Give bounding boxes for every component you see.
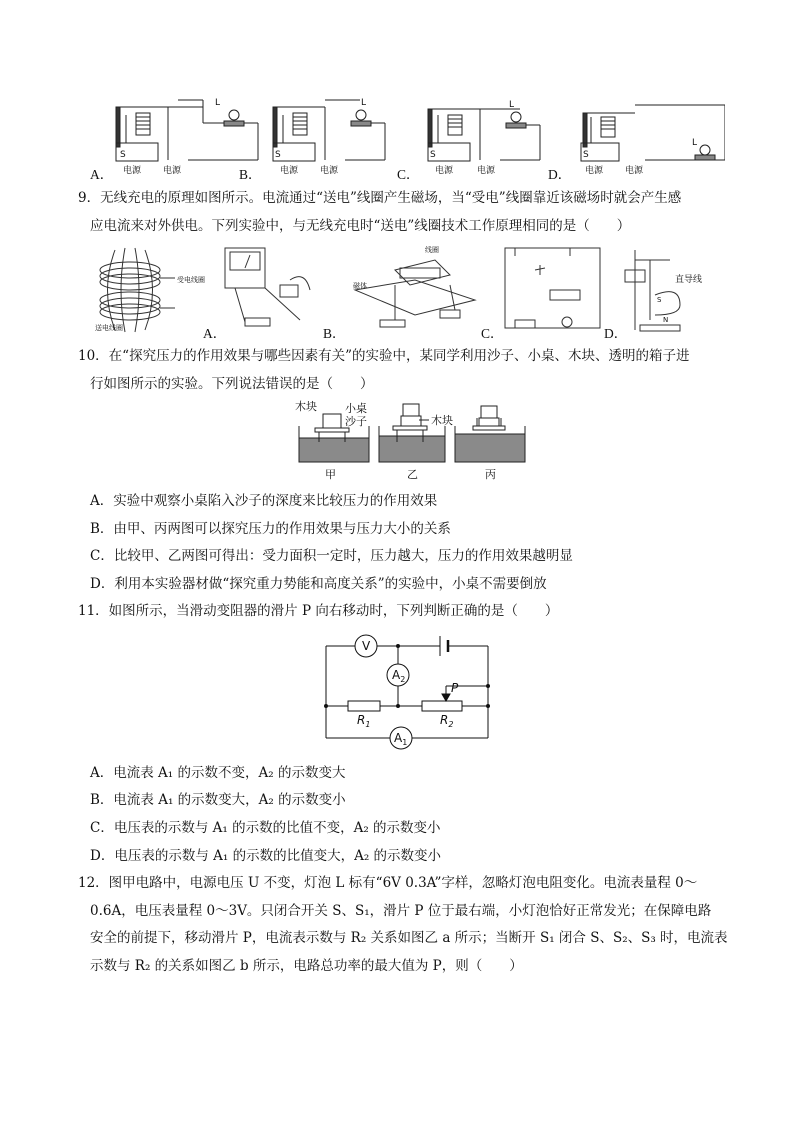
q8-option-d: D． — [548, 167, 572, 182]
svg-text:S: S — [583, 150, 589, 160]
q9-text-line1: 9．无线充电的原理如图所示。电流通过“送电”线圈产生磁场，当“受电”线圈靠近该磁场时就会产生感 — [78, 190, 682, 206]
q12-text-line1: 12．图甲电路中，电源电压 U 不变，灯泡 L 标有“6V 0.3A”字样，忽略灯泡电阻变化。电流表量程 0～ — [78, 875, 698, 891]
svg-text:S: S — [657, 296, 662, 304]
svg-text:电源: 电源 — [585, 166, 604, 176]
q11-r2-label: $R_2$ — [440, 713, 454, 729]
q11-voltmeter-label: V — [362, 639, 371, 653]
q9-wireless-coils — [100, 248, 175, 332]
q8-circuit-a — [116, 100, 258, 161]
svg-text:乙: 乙 — [407, 468, 418, 481]
q9-option-a: A． — [203, 326, 227, 341]
q12-text-line2: 0.6A，电压表量程 0～3V。只闭合开关 S、S₁，滑片 P 位于最右端，小灯泡恰好正常发光；在保障电路 — [90, 903, 712, 919]
q9-option-c-apparatus — [505, 248, 600, 328]
q8-circuit-c — [428, 109, 540, 161]
q10-figure — [295, 398, 530, 483]
q8-lamp-label-a: L — [215, 98, 221, 108]
q10-wood-label: 木块 — [295, 400, 317, 413]
q11-circuit — [320, 628, 495, 753]
q10-choice-b: B．由甲、丙两图可以探究压力的作用效果与压力大小的关系 — [90, 521, 451, 537]
svg-text:电源: 电源 — [477, 166, 496, 176]
q10-text-line1: 10．在“探究压力的作用效果与哪些因素有关”的实验中，某同学利用沙子、小桌、木块、透明的箱子进 — [78, 348, 690, 364]
q11-text-line1: 11．如图所示，当滑动变阻器的滑片 P 向右移动时，下列判断正确的是（ ） — [78, 603, 559, 619]
q9-option-d-apparatus — [625, 250, 680, 331]
q10-table-label: 小桌 — [345, 402, 367, 415]
q11-choice-a: A．电流表 A₁ 的示数不变，A₂ 的示数变大 — [90, 765, 346, 781]
svg-text:电源: 电源 — [163, 166, 182, 176]
q9-receive-coil-label: 受电线圈 — [177, 276, 205, 284]
svg-text:电源: 电源 — [435, 166, 454, 176]
svg-text:丙: 丙 — [485, 468, 496, 481]
q8-option-c: C． — [397, 167, 420, 182]
svg-text:电源: 电源 — [123, 166, 142, 176]
q10-text-line2: 行如图所示的实验。下列说法错误的是（ ） — [90, 376, 374, 392]
svg-text:S: S — [430, 150, 436, 160]
svg-text:磁体: 磁体 — [353, 282, 367, 290]
q11-ammeter-a2-label: $A_2$ — [392, 668, 406, 684]
svg-text:直导线: 直导线 — [675, 275, 703, 285]
q9-figures — [95, 240, 725, 340]
q11-slider-label: P — [451, 681, 459, 695]
q9-option-c: C． — [481, 326, 504, 341]
q11-r1-label: $R_1$ — [357, 713, 371, 729]
q11-choice-c: C．电压表的示数与 A₁ 的示数的比值不变，A₂ 的示数变小 — [90, 820, 441, 836]
q9-diagrams — [95, 240, 725, 340]
svg-text:甲: 甲 — [325, 468, 336, 481]
svg-text:N: N — [663, 316, 669, 324]
q11-choice-b: B．电流表 A₁ 的示数变大，A₂ 的示数变小 — [90, 792, 346, 808]
q8-option-b: B． — [239, 167, 262, 182]
q9-option-d: D． — [604, 326, 628, 341]
q12-text-line3: 安全的前提下，移动滑片 P，电流表示数与 R₂ 关系如图乙 a 所示；当断开 S₁ 闭合 S、S₂、S₃ 时，电流表 — [90, 930, 728, 946]
svg-text:线圈: 线圈 — [425, 246, 439, 254]
svg-text:L: L — [361, 98, 367, 108]
q9-option-a-apparatus — [225, 248, 310, 326]
q10-sand-label: 沙子 — [345, 415, 367, 428]
svg-text:S: S — [120, 150, 126, 160]
q9-send-coil-label: 送电线圈 — [95, 324, 123, 332]
q11-circuit-diagram — [320, 628, 495, 753]
q10-choice-a: A．实验中观察小桌陷入沙子的深度来比较压力的作用效果 — [90, 493, 438, 509]
q8-circuit-b — [273, 100, 385, 161]
q11-ammeter-a1-label: $A_1$ — [394, 731, 408, 747]
q10-choice-d: D．利用本实验器材做“探究重力势能和高度关系”的实验中，小桌不需要倒放 — [90, 576, 547, 592]
svg-text:电源: 电源 — [625, 166, 644, 176]
q11-choice-d: D．电压表的示数与 A₁ 的示数的比值变大，A₂ 的示数变小 — [90, 848, 442, 864]
svg-text:电源: 电源 — [280, 166, 299, 176]
q8-circuit-d — [581, 105, 725, 161]
q10-choice-c: C．比较甲、乙两图可得出：受力面积一定时，压力越大，压力的作用效果越明显 — [90, 548, 573, 564]
svg-text:电源: 电源 — [320, 166, 339, 176]
q8-option-a: A． — [90, 167, 114, 182]
svg-text:L: L — [509, 100, 515, 110]
q9-option-b-apparatus — [355, 260, 475, 327]
q9-text-line2: 应电流来对外供电。下列实验中，与无线充电时“送电”线圈技术工作原理相同的是（ ） — [90, 218, 631, 234]
q12-text-line4: 示数与 R₂ 的关系如图乙 b 所示，电路总功率的最大值为 P，则（ ） — [90, 958, 523, 974]
q10-sand-tables — [295, 398, 530, 483]
q9-option-b: B． — [323, 326, 346, 341]
q10-wood2-label: 木块 — [431, 414, 453, 427]
svg-text:S: S — [275, 150, 281, 160]
svg-text:L: L — [692, 138, 698, 148]
